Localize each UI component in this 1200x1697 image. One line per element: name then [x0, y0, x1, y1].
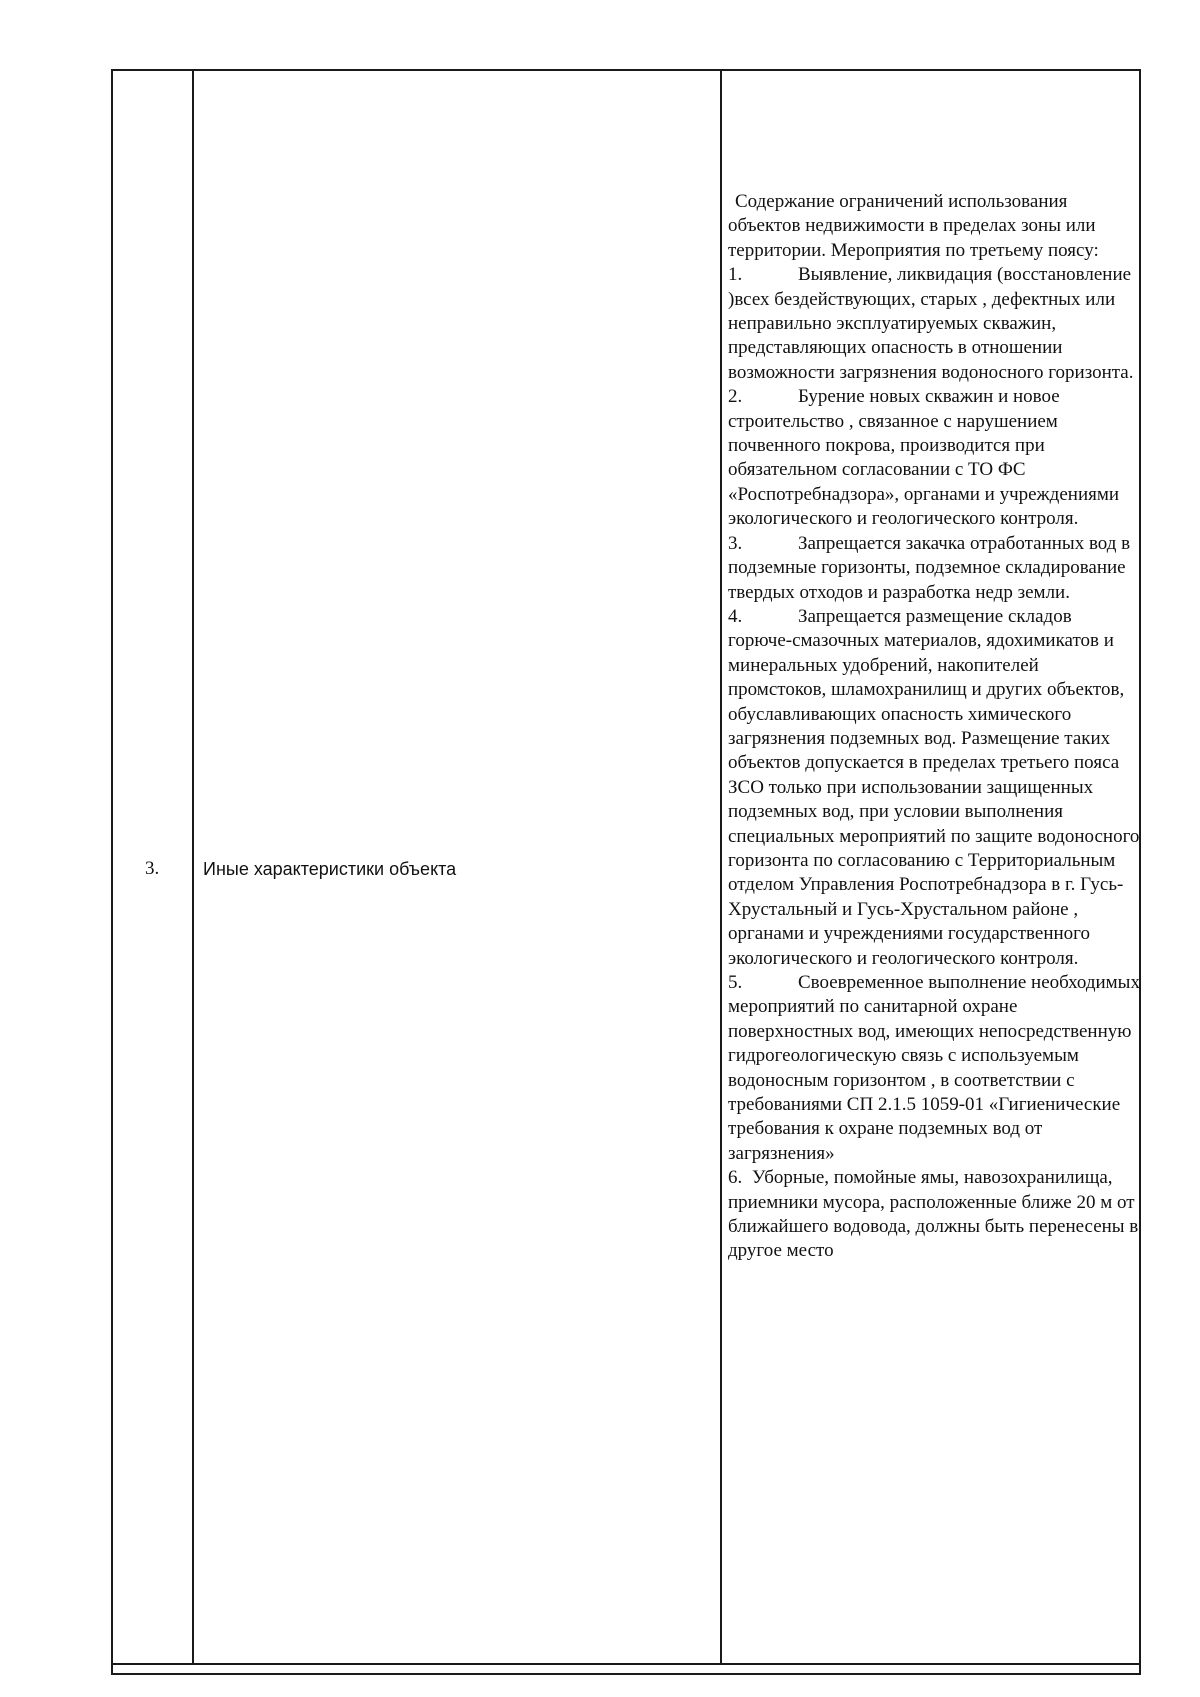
- list-item-text: Уборные, помойные ямы, навозохранилища, приемники мусора, расположенные ближе 20 м от ближайшего водовода, должны быть перенесены в другое место: [728, 1167, 1139, 1262]
- list-item-number: 6.: [728, 1167, 743, 1189]
- restrictions-intro: Содержание ограничений использования объектов недвижимости в пределах зоны или территории. Мероприятия по третьему поясу:: [728, 191, 1099, 261]
- restrictions-text: [728, 190, 1140, 1264]
- list-item-text: Запрещается размещение складов горюче-смазочных материалов, ядохимикатов и минеральных удобрений, накопителей промстоков, шламохранилищ и других объектов, обуславливающих опасность химического загрязнения подземных вод. Размещение таких объектов допускается в пределах третьего пояса ЗСО только при использовании защищенных подземных вод, при условии выполнения специальных мероприятий по защите водоносного горизонта по согласованию с Территориальным отделом Управления Роспотребнадзора в г. Гусь-Хрустальный и Гусь-Хрустальном районе , органами и учреждениями государственного экологического и геологического контроля.: [728, 605, 1140, 969]
- list-item: [728, 1166, 1140, 1264]
- list-item-number: 1.: [728, 264, 743, 286]
- table-bottom-row: [112, 1664, 1140, 1674]
- list-item-text: Запрещается закачка отработанных вод в подземные горизонты, подземное складирование твердых отходов и разработка недр земли.: [728, 532, 1131, 603]
- list-item-number: 4.: [728, 605, 743, 627]
- row-label: Иные характеристики объекта: [203, 859, 457, 879]
- list-item-number: 3.: [728, 532, 743, 554]
- list-item-text: Выявление, ликвидация (восстановление )всех бездействующих, старых , дефектных или неправильно эксплуатируемых скважин, представляющих опасность в отношении возможности загрязнения водоносного горизонта.: [728, 264, 1134, 383]
- list-item: [728, 971, 1140, 1166]
- row-number: 3.: [145, 858, 160, 879]
- list-item-number: 2.: [728, 386, 743, 408]
- list-item: [728, 385, 1140, 531]
- list-item-text: Своевременное выполнение необходимых мероприятий по санитарной охране поверхностных вод, имеющих непосредственную гидрогеологическую связь с используемым водоносным горизонтом , в соответствии с требованиями СП 2.1.5 1059-01 «Гигиенические требования к охране подземных вод от загрязнения»: [728, 972, 1140, 1164]
- list-item-number: 5.: [728, 972, 743, 993]
- list-item: [728, 605, 1140, 971]
- list-item-text: Бурение новых скважин и новое строительство , связанное с нарушением почвенного покрова, производится при обязательном согласовании с ТО ФС «Роспотребнадзора», органами и учреждениями экологического и геологического контроля.: [728, 386, 1120, 530]
- list-item: [728, 263, 1140, 385]
- list-item: [728, 532, 1140, 605]
